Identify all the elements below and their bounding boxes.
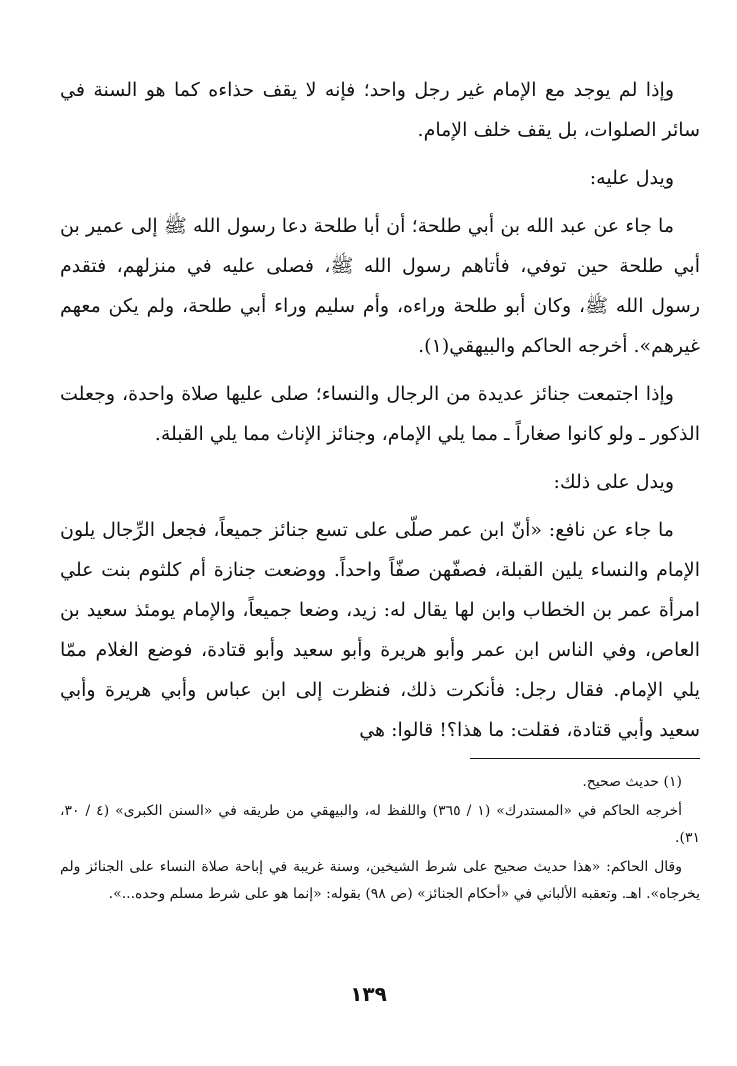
heading-evidence-2: ويدل على ذلك: — [553, 471, 674, 493]
paragraph-1: وإذا لم يوجد مع الإمام غير رجل واحد؛ فإنه لا يقف حذاءه كما هو السنة في سائر الصلوات، بل يقف خلف الإمام. — [60, 79, 700, 141]
page-body — [60, 70, 700, 910]
paragraph-2: ما جاء عن عبد الله بن أبي طلحة؛ أن أبا طلحة دعا رسول الله ﷺ إلى عمير بن أبي طلحة حين توفي، فأتاهم رسول الله ﷺ، فصلى عليه في منزلهم، فتقدم رسول الله ﷺ، وكان أبو طلحة وراءه، وأم سليم وراء أبي طلحة، ولم يكن معهم غيرهم». أخرجه الحاكم والبيهقي(١). — [60, 215, 701, 357]
heading-evidence-1: ويدل عليه: — [589, 167, 674, 189]
paragraph-4: ما جاء عن نافع: «أنّ ابن عمر صلّى على تسع جنائز جميعاً، فجعل الرِّجال يلون الإمام والنساء يلين القبلة، فصفّهن صفّاً واحداً. ووضعت جنازة أم كلثوم بنت علي امرأة عمر بن الخطاب وابن لها يقال له: زيد، وضعا جميعاً، والإمام يومئذ سعيد بن العاص، وفي الناس ابن عمر وأبو هريرة وأبو سعيد وأبو قتادة، فوضع الغلام ممّا يلي الإمام. فقال رجل: فأنكرت ذلك، فنظرت إلى ابن عباس وأبي هريرة وأبي سعيد وأبي قتادة، فقلت: ما هذا؟! قالوا: هي — [60, 519, 700, 741]
footnote-separator — [470, 758, 700, 759]
page-number: ١٣٩ — [350, 982, 387, 1006]
paragraph-3: وإذا اجتمعت جنائز عديدة من الرجال والنساء؛ صلى عليها صلاة واحدة، وجعلت الذكور ـ ولو كانوا صغاراً ـ مما يلي الإمام، وجنائز الإناث مما يلي القبلة. — [60, 383, 700, 445]
footnote-1: (١) حديث صحيح. — [582, 774, 682, 790]
footnote-3: وقال الحاكم: «هذا حديث صحيح على شرط الشيخين، وسنة غريبة في إباحة صلاة النساء على الجنائز ولم يخرجاه». اهـ. وتعقبه الألباني في «أحكام الجنائز» (ص ٩٨) بقوله: «إنما هو على شرط مسلم وحده...». — [60, 859, 700, 902]
footnote-2: أخرجه الحاكم في «المستدرك» (١ / ٣٦٥) واللفظ له، والبيهقي من طريقه في «السنن الكبرى» (٤ / ٣٠، ٣١). — [60, 803, 700, 846]
